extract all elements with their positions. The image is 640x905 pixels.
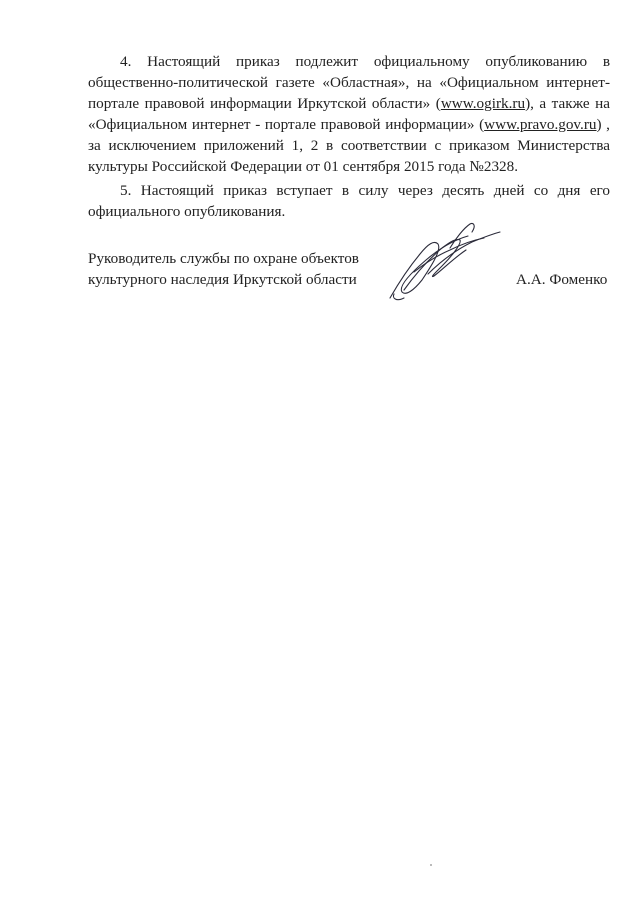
signatory-title-line-2: культурного наследия Иркутской области bbox=[88, 271, 357, 288]
signatory-title-line-1: Руководитель службы по охране объектов bbox=[88, 250, 359, 267]
paragraph-4-text-start: 4. Настоящий приказ подлежит официальному опубликованию в общественно-политической газете «Областная», на «Официальном интернет-портале правовой информации Иркутской области» ( bbox=[88, 53, 610, 112]
scan-speck bbox=[430, 864, 432, 866]
handwritten-signature bbox=[384, 214, 504, 306]
paragraph-4-text-middle: ), а также на «Официальном интернет - портале правовой информации» ( bbox=[88, 95, 611, 133]
signatory-title bbox=[88, 248, 359, 290]
paragraph-4-text-end: ) , за исключением приложений 1, 2 в соответствии с приказом Министерства культуры Российской Федерации от 01 сентября 2015 года №2328. bbox=[88, 116, 610, 175]
pravo-link[interactable]: www.pravo.gov.ru bbox=[484, 116, 597, 133]
ogirk-link[interactable]: www.ogirk.ru bbox=[440, 95, 526, 112]
signatory-name: А.А. Фоменко bbox=[516, 271, 608, 288]
paragraph-5-text: 5. Настоящий приказ вступает в силу через десять дней со дня его официального опубликования. bbox=[88, 182, 610, 220]
paragraph-5 bbox=[88, 180, 610, 222]
paragraph-4 bbox=[88, 51, 610, 177]
